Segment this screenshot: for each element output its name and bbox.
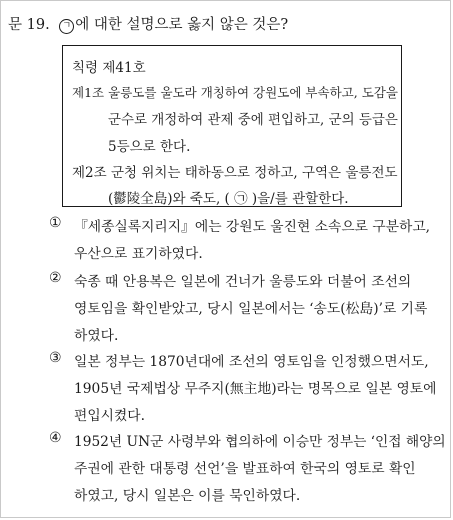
option-marker: ② <box>49 270 62 286</box>
decree-line: (鬱陵全島)와 죽도, ( ㉠ )을/를 관할한다. <box>108 191 349 207</box>
option-text: 하였고, 당시 일본은 이를 묵인하였다. <box>74 488 301 504</box>
option-text: 1905년 국제법상 무주지(無主地)라는 명목으로 일본 영토에 <box>74 381 437 397</box>
option-text: 영토임을 확인받았고, 당시 일본에서는 ‘송도(松島)’로 기록 <box>74 301 428 317</box>
option-text: 편입시켰다. <box>74 408 146 424</box>
decree-line: 5등으로 한다. <box>108 139 191 155</box>
option-marker: ④ <box>49 430 62 446</box>
decree-box <box>62 45 402 207</box>
decree-line: 제1조 울릉도를 울도라 개칭하여 강원도에 부속하고, 도감을 <box>72 85 398 100</box>
option-marker: ① <box>49 215 62 231</box>
decree-line: 제2조 군청 위치는 태하동으로 정하고, 구역은 울릉전도 <box>72 165 398 181</box>
option-text: 1952년 UN군 사령부와 협의하에 이승만 정부는 ‘인접 해양의 <box>74 434 446 450</box>
question-number: 문 19. <box>8 17 50 33</box>
option-text: 숙종 때 안용복은 일본에 건너가 울릉도와 더불어 조선의 <box>74 274 412 290</box>
option-text: 우산으로 표기하였다. <box>74 246 203 262</box>
option-text: 주권에 관한 대통령 선언’을 발표하여 한국의 영토로 확인 <box>74 461 416 477</box>
question-text: 에 대한 설명으로 옳지 않은 것은? <box>75 17 289 33</box>
question-title <box>8 13 288 34</box>
option-text: 『세종실록지리지』에는 강원도 울진현 소속으로 구분하고, <box>74 219 431 235</box>
option-marker: ③ <box>49 350 62 366</box>
option-text: 하였다. <box>74 328 119 344</box>
decree-line: 군수로 개정하여 관제 중에 편입하고, 군의 등급은 <box>108 113 398 128</box>
circled-symbol: ㄱ <box>59 19 74 34</box>
decree-header: 칙령 제41호 <box>72 60 146 76</box>
option-text: 일본 정부는 1870년대에 조선의 영토임을 인정했으면서도, <box>74 354 429 370</box>
